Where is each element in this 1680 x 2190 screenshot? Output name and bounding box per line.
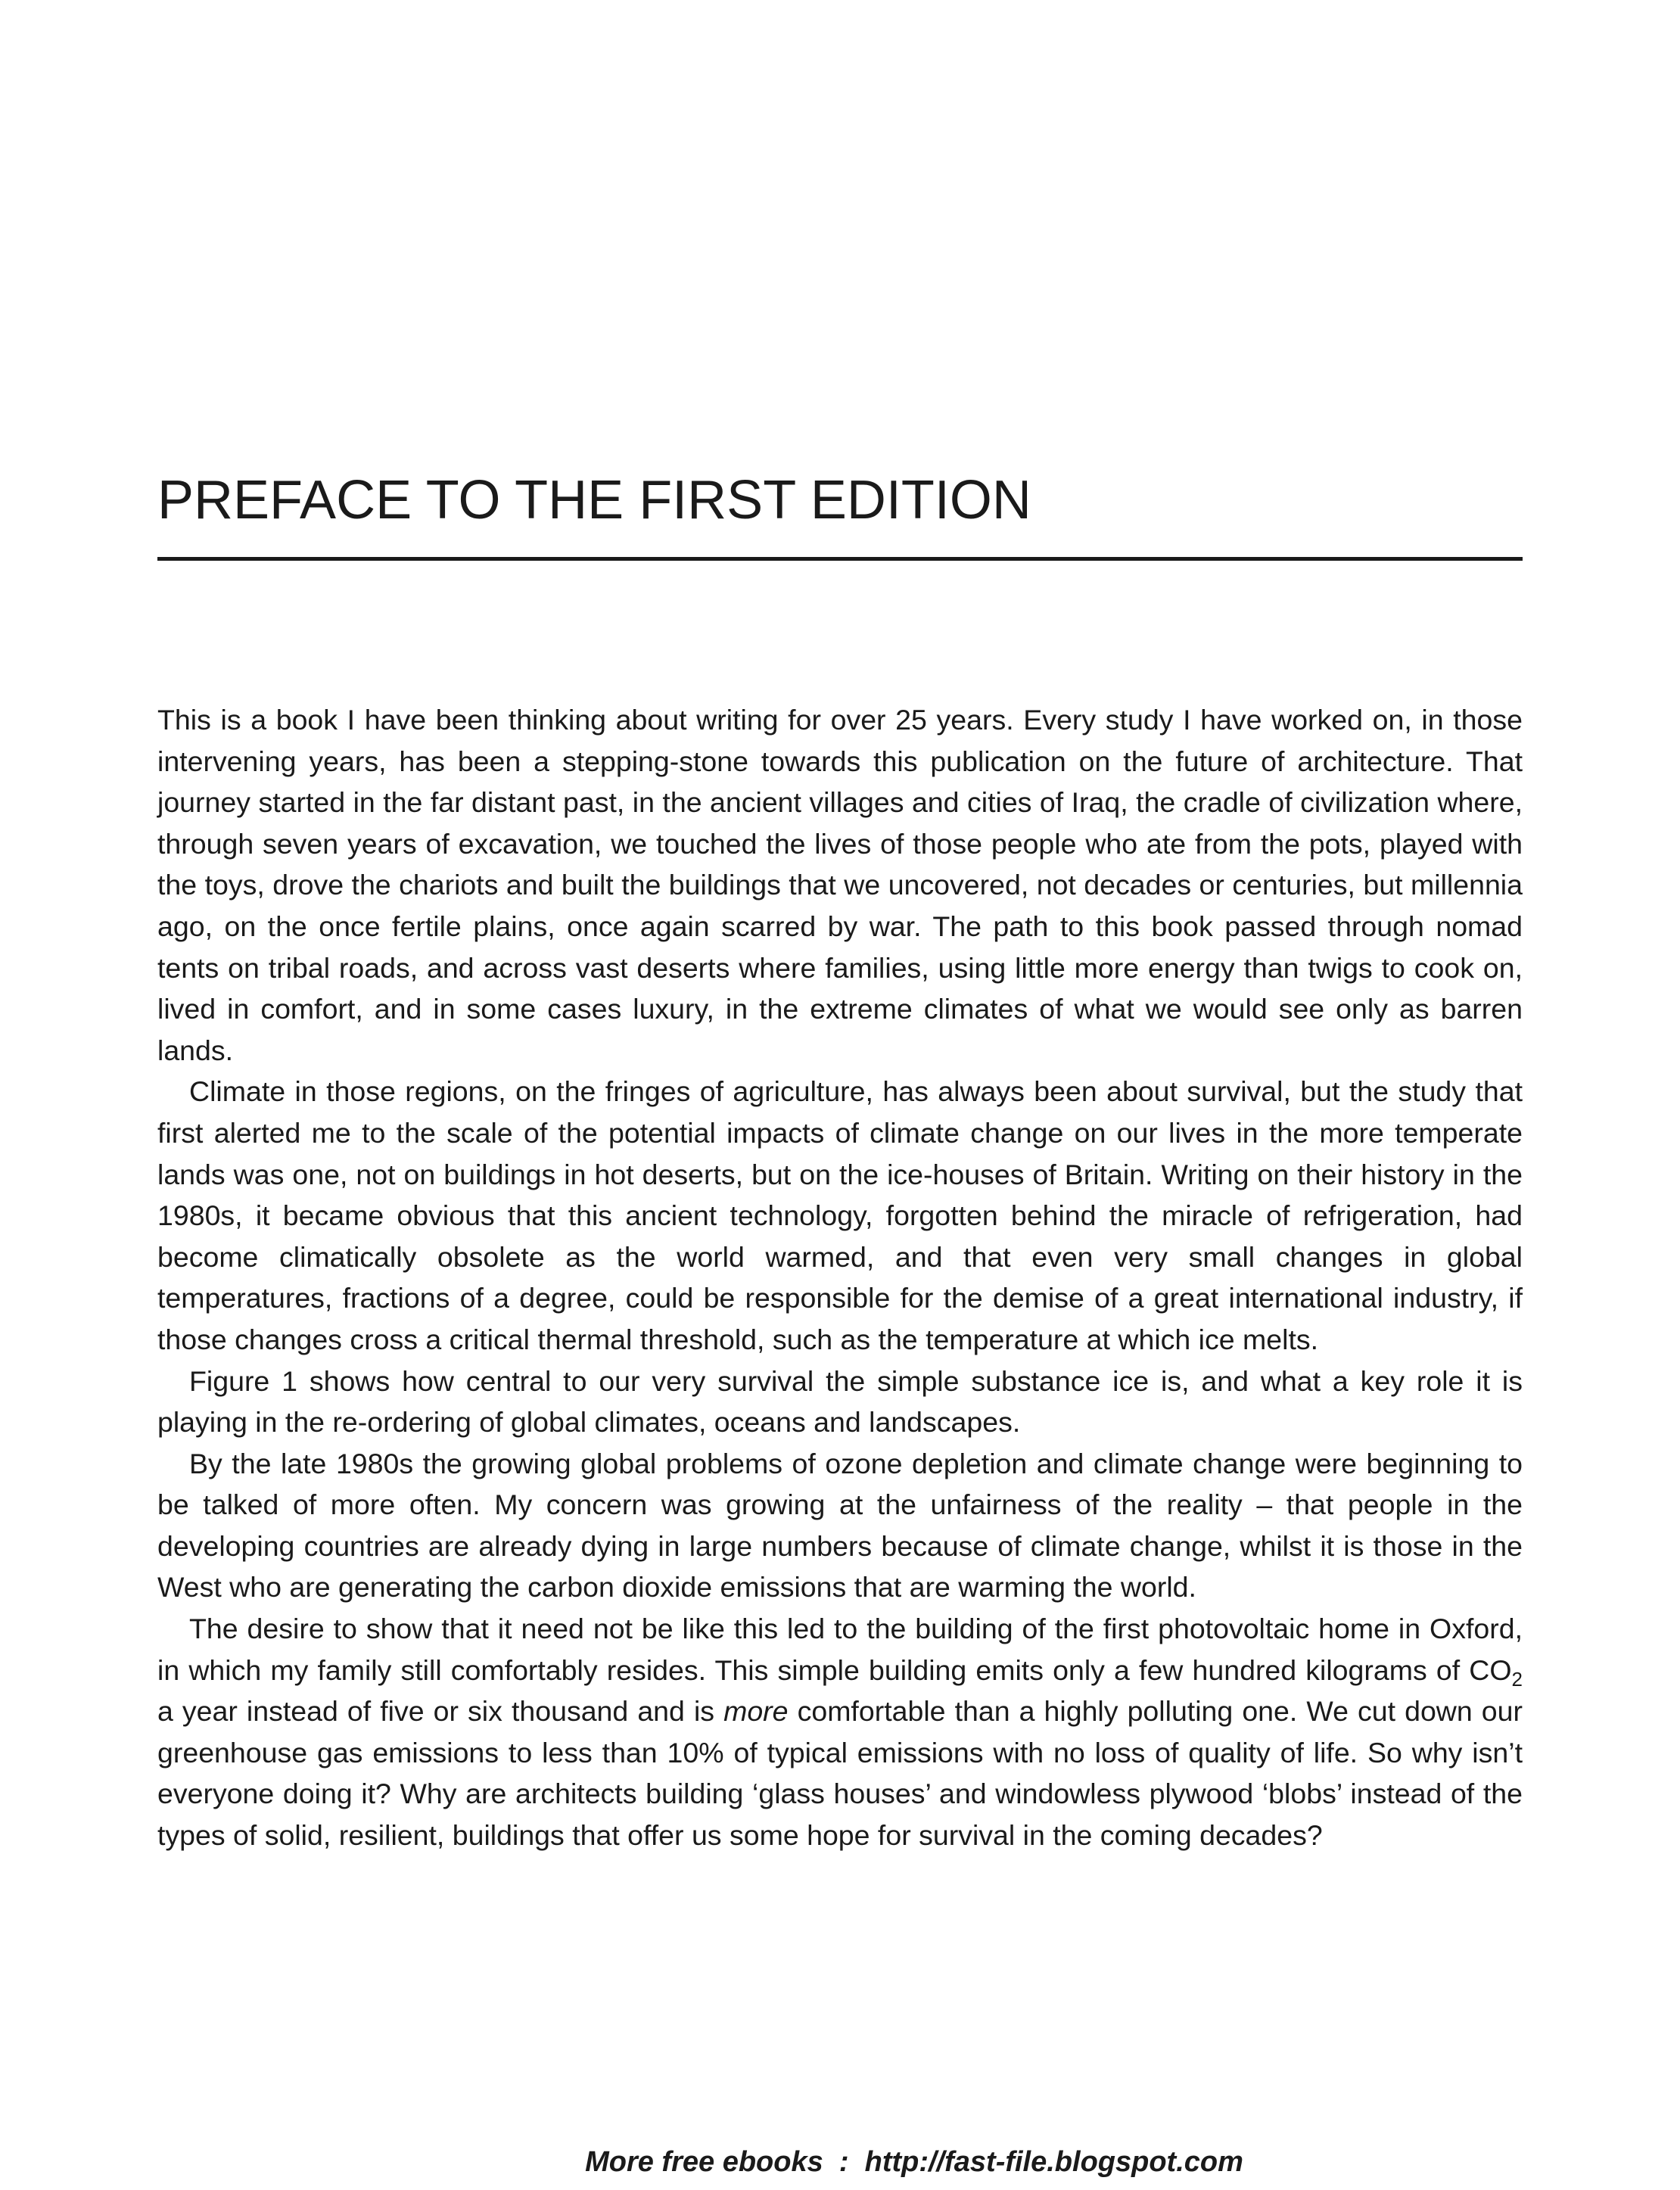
paragraph-4: By the late 1980s the growing global problems of ozone depletion and climate change were beginning to be talked of more often. My concern was growing at the unfairness of the reality – that people in the developing countries are already dying in large numbers because of climate change, whilst it is those in the West who are generating the carbon dioxide emissions that are warming the world. xyxy=(157,1447,1523,1604)
paragraph-5-part-2: a year instead of five or six thousand and is xyxy=(157,1695,724,1728)
paragraph-5-part-1: The desire to show that it need not be like this led to the building of the first photovoltaic home in Oxford, in which my family still comfortably resides. This simple building emits only a few hundred kilograms of CO xyxy=(157,1613,1523,1686)
emphasis-more: more xyxy=(723,1695,789,1728)
paragraph-2: Climate in those regions, on the fringes of agriculture, has always been about survival, but the study that first alerted me to the scale of the potential impacts of climate change on our lives in the more temperate lands was one, not on buildings in hot deserts, but on the ice-houses of Britain. Writing on their history in the 1980s, it became obvious that this ancient technology, forgotten behind the miracle of refrigeration, had become climatically obsolete as the world warmed, and that even very small changes in global temperatures, fractions of a degree, could be responsible for the demise of a great international industry, if those changes cross a critical thermal threshold, such as the temperature at which ice melts. xyxy=(157,1075,1523,1355)
paragraph-5-part-3: comfortable than a highly polluting one. We cut down our greenhouse gas emissions to less than 10% of typical emissions with no loss of quality of life. So why isn’t everyone doing it? Why are architects building ‘glass houses’ and windowless plywood ‘blobs’ instead of the types of solid, resilient, buildings that offer us some hope for survival in the coming decades? xyxy=(157,1695,1523,1852)
paragraph-3: Figure 1 shows how central to our very survival the simple substance ice is, and what a key role it is playing in the re-ordering of global climates, oceans and landscapes. xyxy=(157,1364,1523,1439)
page-title: PREFACE TO THE FIRST EDITION xyxy=(157,470,1031,530)
co2-subscript: 2 xyxy=(1511,1667,1523,1691)
paragraph-1: This is a book I have been thinking about writing for over 25 years. Every study I have worked on, in those intervening years, has been a stepping-stone towards this publication on the future of architecture. That journey started in the far distant past, in the ancient villages and cities of Iraq, the cradle of civilization where, through seven years of excavation, we touched the lives of those people who ate from the pots, played with the toys, drove the chariots and built the buildings that we uncovered, not decades or centuries, but millennia ago, on the once fertile plains, once again scarred by war. The path to this book passed through nomad tents on tribal roads, and across vast deserts where families, using little more energy than twigs to cook on, lived in comfort, and in some cases luxury, in the extreme climates of what we would see only as barren lands. xyxy=(157,704,1523,1066)
footer xyxy=(0,2146,1680,2179)
preface-body xyxy=(157,699,1523,1856)
title-rule xyxy=(157,557,1523,561)
footer-link-text[interactable]: More free ebooks : http://fast-file.blogspot.com xyxy=(585,2146,1243,2178)
paragraph-5 xyxy=(157,1608,1523,1856)
